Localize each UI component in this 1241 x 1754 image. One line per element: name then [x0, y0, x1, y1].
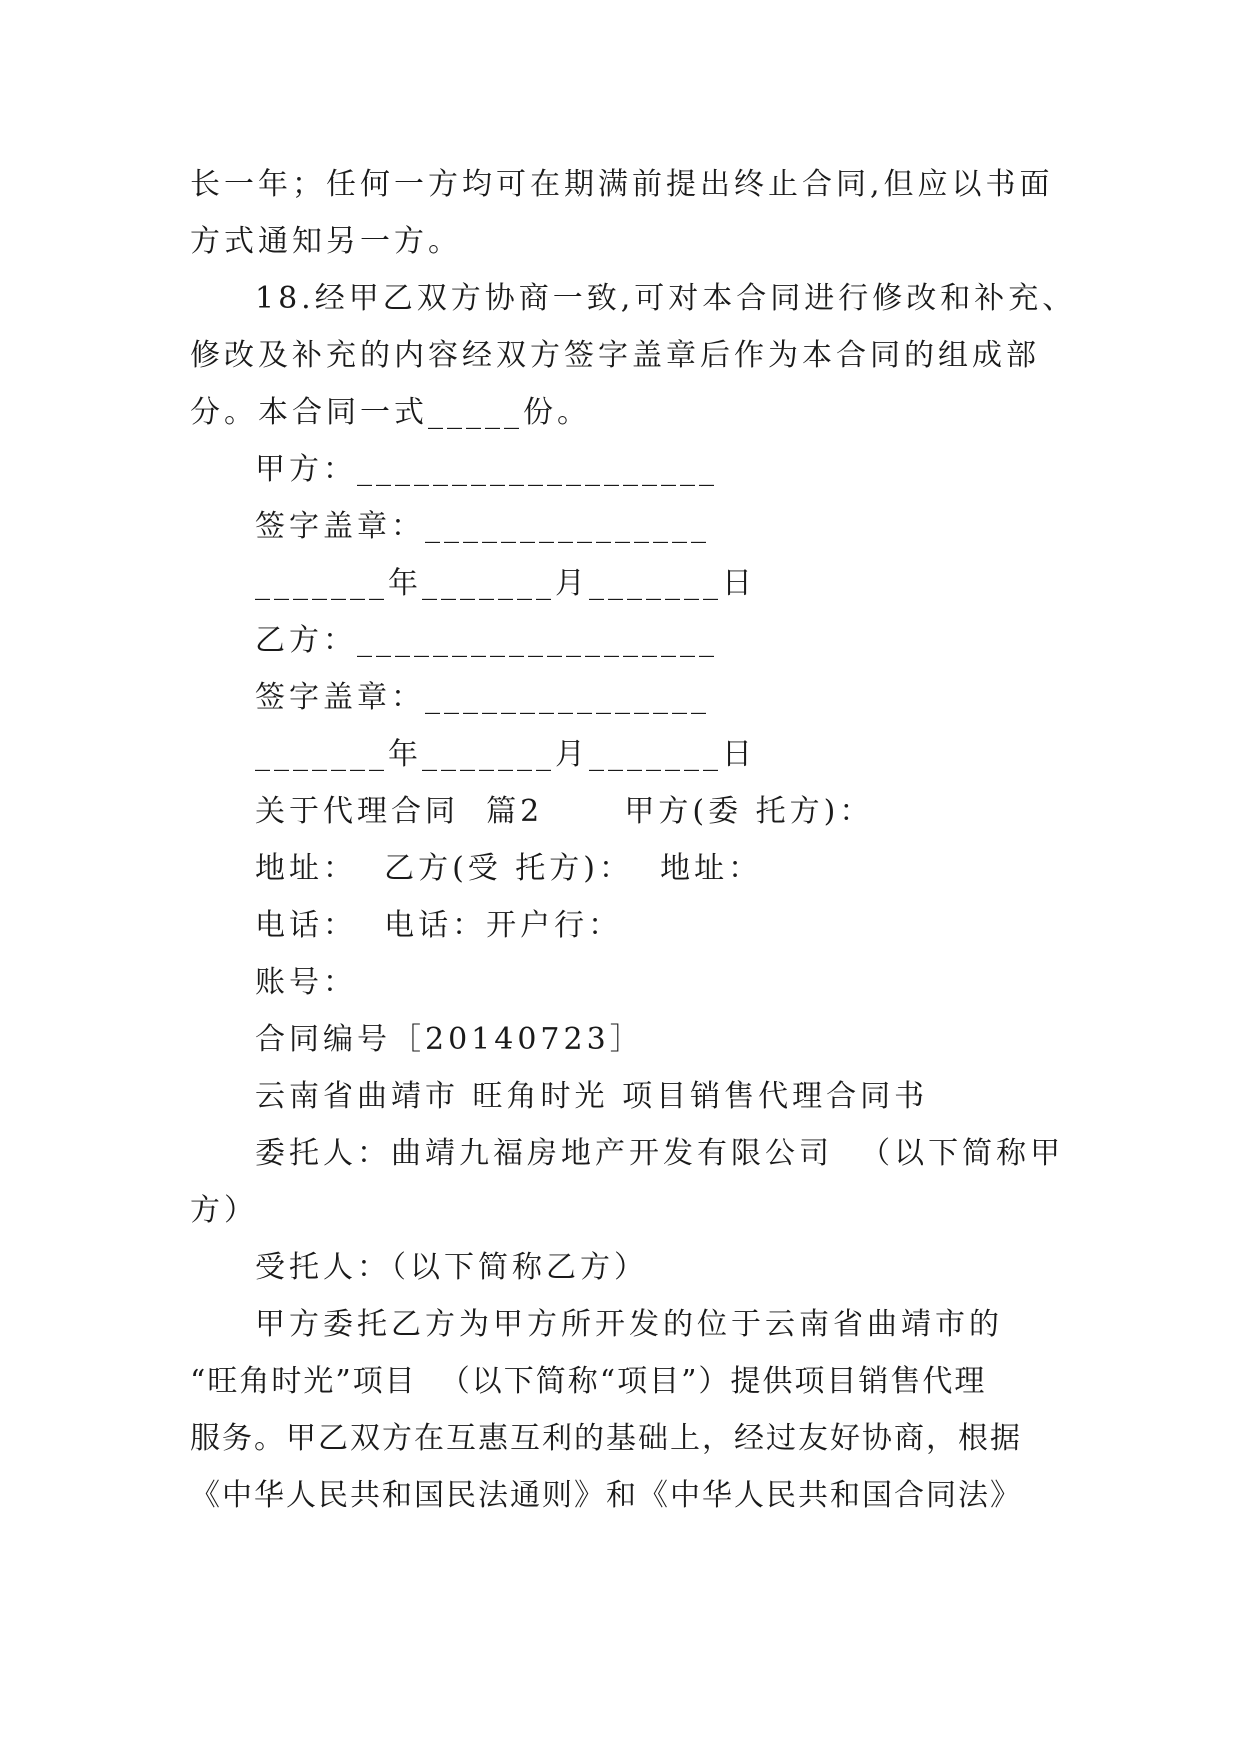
- section-title-line: 关于代理合同 篇2 甲方(委 托方)：: [255, 794, 874, 829]
- address-line: 地址： 乙方(受 托方)： 地址：: [255, 851, 763, 886]
- party-a-line: 甲方：___________________: [255, 452, 718, 487]
- signature-seal-line: 签字盖章：_______________: [255, 680, 710, 715]
- signature-seal-line: 签字盖章：_______________: [255, 509, 710, 544]
- paragraph-line: 方式通知另一方。: [190, 224, 462, 259]
- paragraph-line: 《中华人民共和国民法通则》和《中华人民共和国合同法》: [190, 1478, 1022, 1513]
- party-b-line: 乙方：___________________: [255, 623, 718, 658]
- paragraph-line: 甲方委托乙方为甲方所开发的位于云南省曲靖市的: [255, 1307, 1003, 1342]
- date-line: _______年_______月_______日: [255, 566, 756, 601]
- paragraph-line: 服务。甲乙双方在互惠互利的基础上，经过友好协商，根据: [190, 1421, 1022, 1456]
- paragraph-line: 长一年；任何一方均可在期满前提出终止合同,但应以书面: [190, 167, 1054, 202]
- paragraph-line: 方）: [190, 1193, 258, 1228]
- phone-line: 电话： 电话：开户行：: [255, 908, 623, 943]
- paragraph-line: “旺角时光”项目 （以下简称“项目”）提供项目销售代理: [190, 1364, 987, 1399]
- clause-18-line: 18.经甲乙双方协商一致,可对本合同进行修改和补充、: [255, 281, 1077, 316]
- date-line: _______年_______月_______日: [255, 737, 756, 772]
- agent-line: 受托人：（以下简称乙方）: [255, 1250, 648, 1285]
- account-line: 账号：: [255, 965, 357, 1000]
- paragraph-line: 修改及补充的内容经双方签字盖章后作为本合同的组成部: [190, 338, 1040, 373]
- copies-line: 分。本合同一式_____份。: [190, 395, 591, 430]
- contract-number-line: 合同编号［20140723］: [255, 1022, 644, 1057]
- contract-title-line: 云南省曲靖市 旺角时光 项目销售代理合同书: [255, 1079, 929, 1114]
- principal-line: 委托人：曲靖九福房地产开发有限公司 （以下简称甲: [255, 1136, 1065, 1171]
